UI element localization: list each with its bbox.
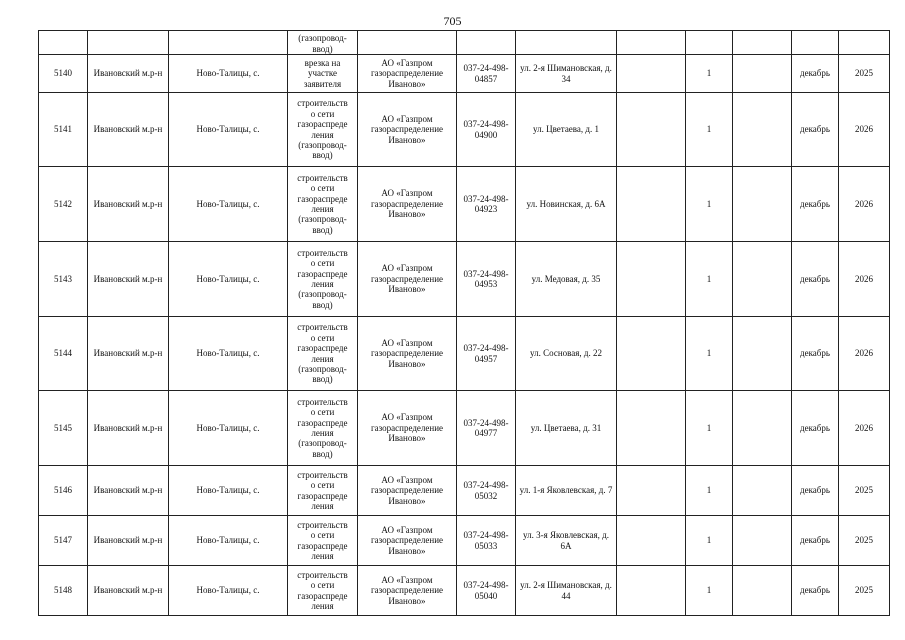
cell-empty [733,391,792,466]
cell-organization [358,31,457,55]
cell-year: 2026 [839,167,890,242]
cell-address: ул. 2-я Шимановская, д. 44 [516,566,617,616]
cell-year: 2026 [839,93,890,167]
cell-work-type: строительств о сети газораспреде ления [288,516,358,566]
cell-empty [733,242,792,317]
cell-code: 037-24-498-04857 [457,55,516,93]
table-body [39,31,890,616]
cell-month: декабрь [792,242,839,317]
cell-work-type: строительств о сети газораспреде ления (газопровод- ввод) [288,317,358,391]
cell-work-type: строительств о сети газораспреде ления (газопровод- ввод) [288,242,358,317]
cell-number: 5142 [39,167,88,242]
cell-locality: Ново-Талицы, с. [169,566,288,616]
table-row [39,391,890,466]
cell-year: 2025 [839,516,890,566]
cell-empty [733,566,792,616]
cell-empty [733,516,792,566]
cell-quantity [686,31,733,55]
cell-empty [617,466,686,516]
cell-month [792,31,839,55]
cell-year [839,31,890,55]
cell-year: 2026 [839,391,890,466]
table-row [39,242,890,317]
cell-number: 5148 [39,566,88,616]
cell-empty [733,167,792,242]
cell-address: ул. Сосновая, д. 22 [516,317,617,391]
table-row [39,55,890,93]
cell-empty [733,317,792,391]
cell-number: 5141 [39,93,88,167]
cell-number: 5146 [39,466,88,516]
cell-month: декабрь [792,55,839,93]
cell-locality: Ново-Талицы, с. [169,391,288,466]
cell-number: 5143 [39,242,88,317]
cell-code: 037-24-498-05040 [457,566,516,616]
cell-quantity: 1 [686,391,733,466]
cell-organization: АО «Газпром газораспределение Иваново» [358,55,457,93]
cell-locality: Ново-Талицы, с. [169,317,288,391]
cell-quantity: 1 [686,167,733,242]
cell-empty [617,317,686,391]
cell-month: декабрь [792,167,839,242]
table-row [39,566,890,616]
cell-quantity: 1 [686,55,733,93]
cell-code [457,31,516,55]
cell-address [516,31,617,55]
cell-address: ул. Новинская, д. 6А [516,167,617,242]
cell-organization: АО «Газпром газораспределение Иваново» [358,391,457,466]
cell-district: Ивановский м.р-н [88,93,169,167]
cell-number: 5140 [39,55,88,93]
cell-code: 037-24-498-05032 [457,466,516,516]
cell-empty [617,167,686,242]
cell-number [39,31,88,55]
table-row [39,516,890,566]
cell-address: ул. Медовая, д. 35 [516,242,617,317]
cell-locality: Ново-Талицы, с. [169,466,288,516]
cell-empty [617,516,686,566]
cell-locality: Ново-Талицы, с. [169,242,288,317]
cell-work-type: врезка на участке заявителя [288,55,358,93]
cell-district [88,31,169,55]
cell-address: ул. Цветаева, д. 31 [516,391,617,466]
cell-quantity: 1 [686,466,733,516]
cell-work-type: строительств о сети газораспреде ления (газопровод- ввод) [288,93,358,167]
cell-empty [733,466,792,516]
cell-locality: Ново-Талицы, с. [169,55,288,93]
cell-district: Ивановский м.р-н [88,466,169,516]
cell-code: 037-24-498-04953 [457,242,516,317]
cell-year: 2026 [839,242,890,317]
cell-work-type: строительств о сети газораспреде ления [288,566,358,616]
cell-code: 037-24-498-04977 [457,391,516,466]
cell-empty [617,391,686,466]
cell-code: 037-24-498-05033 [457,516,516,566]
cell-number: 5144 [39,317,88,391]
cell-empty [733,93,792,167]
table-row [39,466,890,516]
cell-district: Ивановский м.р-н [88,167,169,242]
cell-month: декабрь [792,566,839,616]
cell-code: 037-24-498-04957 [457,317,516,391]
table-row [39,317,890,391]
page-number: 705 [443,14,462,28]
cell-month: декабрь [792,516,839,566]
cell-month: декабрь [792,466,839,516]
cell-organization: АО «Газпром газораспределение Иваново» [358,93,457,167]
cell-organization: АО «Газпром газораспределение Иваново» [358,466,457,516]
cell-empty [617,566,686,616]
table-row [39,167,890,242]
cell-code: 037-24-498-04923 [457,167,516,242]
cell-empty [617,93,686,167]
continuation-row [39,31,890,55]
cell-year: 2025 [839,55,890,93]
cell-locality: Ново-Талицы, с. [169,93,288,167]
cell-quantity: 1 [686,242,733,317]
cell-district: Ивановский м.р-н [88,317,169,391]
cell-month: декабрь [792,391,839,466]
cell-address: ул. Цветаева, д. 1 [516,93,617,167]
cell-address: ул. 3-я Яковлевская, д. 6А [516,516,617,566]
cell-work-type: (газопровод- ввод) [288,31,358,55]
cell-district: Ивановский м.р-н [88,566,169,616]
cell-district: Ивановский м.р-н [88,516,169,566]
cell-year: 2026 [839,317,890,391]
cell-empty [617,31,686,55]
cell-year: 2025 [839,466,890,516]
cell-code: 037-24-498-04900 [457,93,516,167]
cell-work-type: строительств о сети газораспреде ления (газопровод- ввод) [288,167,358,242]
cell-empty [733,31,792,55]
cell-month: декабрь [792,317,839,391]
cell-work-type: строительств о сети газораспреде ления (газопровод- ввод) [288,391,358,466]
cell-locality: Ново-Талицы, с. [169,167,288,242]
cell-organization: АО «Газпром газораспределение Иваново» [358,167,457,242]
registry-table [38,30,890,616]
cell-organization: АО «Газпром газораспределение Иваново» [358,516,457,566]
cell-empty [617,242,686,317]
cell-quantity: 1 [686,317,733,391]
cell-quantity: 1 [686,516,733,566]
cell-district: Ивановский м.р-н [88,242,169,317]
cell-month: декабрь [792,93,839,167]
cell-year: 2025 [839,566,890,616]
table-row [39,93,890,167]
cell-number: 5147 [39,516,88,566]
cell-quantity: 1 [686,566,733,616]
cell-quantity: 1 [686,93,733,167]
cell-district: Ивановский м.р-н [88,55,169,93]
cell-locality: Ново-Талицы, с. [169,516,288,566]
cell-locality [169,31,288,55]
cell-organization: АО «Газпром газораспределение Иваново» [358,242,457,317]
cell-address: ул. 1-я Яковлевская, д. 7 [516,466,617,516]
cell-organization: АО «Газпром газораспределение Иваново» [358,566,457,616]
cell-address: ул. 2-я Шимановская, д. 34 [516,55,617,93]
cell-district: Ивановский м.р-н [88,391,169,466]
cell-number: 5145 [39,391,88,466]
cell-organization: АО «Газпром газораспределение Иваново» [358,317,457,391]
cell-empty [733,55,792,93]
cell-empty [617,55,686,93]
cell-work-type: строительств о сети газораспреде ления [288,466,358,516]
